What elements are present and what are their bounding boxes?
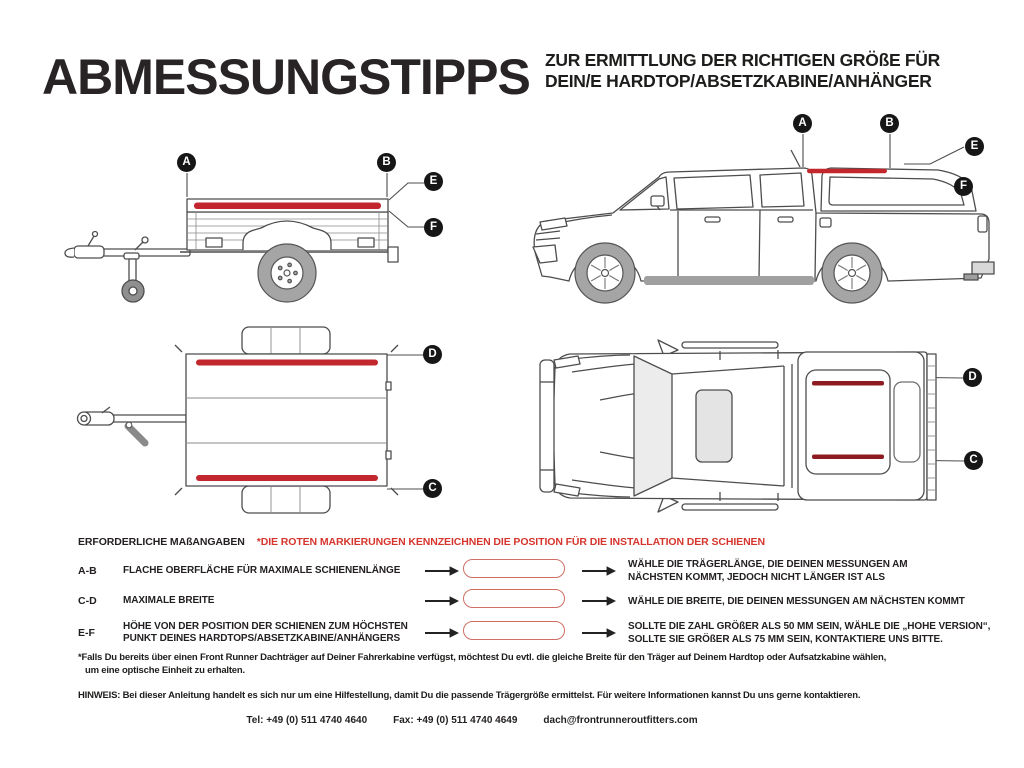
pill-box xyxy=(463,559,582,583)
arrow-box xyxy=(582,595,620,607)
arrow-right-icon xyxy=(582,565,616,577)
arrow-box xyxy=(425,565,463,577)
subtitle-line-1: ZUR ERMITTLUNG DER RICHTIGEN GRÖßE FÜR xyxy=(545,50,940,70)
measurement-key: C-D xyxy=(78,595,97,607)
trailer-side-view-diagram xyxy=(40,122,480,322)
truck-side-view-diagram xyxy=(520,110,1000,320)
arrow-box xyxy=(425,595,463,607)
marker-b-truck-side: B xyxy=(880,114,899,133)
pill-box xyxy=(463,621,582,645)
marker-f-truck-side: F xyxy=(954,177,973,196)
measurement-row-ef xyxy=(78,616,990,650)
measurement-result: SOLLTE DIE ZAHL GRÖßER ALS 50 MM SEIN, WÄHLE DIE „HOHE VERSION“, SOLLTE SIE GRÖßER ALS 75 MM SEIN, KONTAKTIERE UNS BITTE. xyxy=(628,621,991,645)
marker-f-trailer-side: F xyxy=(424,218,443,237)
measurement-description: HÖHE VON DER POSITION DER SCHIENEN ZUM HÖCHSTEN PUNKT DEINES HARDTOPS/ABSETZKABINE/ANHÄNGERS xyxy=(123,621,408,644)
truck-top-drawing xyxy=(530,330,1000,530)
measurements-heading: ERFORDERLICHE MAßANGABEN xyxy=(78,536,245,548)
measurement-row-ab xyxy=(78,556,908,586)
marker-c-truck-top: C xyxy=(964,451,983,470)
rail-marking-stripe-top xyxy=(812,381,884,386)
marker-e-truck-side: E xyxy=(965,137,984,156)
trailer-top-view-diagram xyxy=(40,325,480,535)
truck-side-drawing xyxy=(520,110,1000,320)
page-title: ABMESSUNGSTIPPS xyxy=(42,49,530,105)
marker-c-trailer-top: C xyxy=(423,479,442,498)
rail-marking-stripe-bottom xyxy=(196,475,378,481)
arrow-box xyxy=(582,627,620,639)
trailer-body xyxy=(65,199,398,302)
measurement-result: WÄHLE DIE TRÄGERLÄNGE, DIE DEINEN MESSUNGEN AM NÄCHSTEN KOMMT, JEDOCH NICHT LÄNGER IST ALS xyxy=(628,559,908,583)
crank-knob xyxy=(126,422,132,428)
contact-tel: Tel: +49 (0) 511 4740 4640 xyxy=(246,715,368,726)
arrow-right-icon xyxy=(582,595,616,607)
measurements-heading-row xyxy=(78,536,765,548)
trailer-top-drawing xyxy=(40,325,480,535)
measurement-input-ab[interactable] xyxy=(463,559,565,578)
marker-b-trailer-side: B xyxy=(377,153,396,172)
hint-note: HINWEIS: Bei dieser Anleitung handelt es sich nur um eine Hilfestellung, damit Du die passende Trägergröße ermittelst. Für weitere Informationen kannst Du uns gerne kontaktieren. xyxy=(78,690,861,701)
footnote-line-1: *Falls Du bereits über einen Front Runner Dachträger auf Deiner Fahrerkabine verfügst, möchtest Du evtl. die gleiche Breite für den Träger auf Deinem Hardtop oder Aufsatzkabine wählen, xyxy=(78,652,887,663)
red-markings-note: *DIE ROTEN MARKIERUNGEN KENNZEICHNEN DIE POSITION FÜR DIE INSTALLATION DER SCHIENEN xyxy=(256,536,765,548)
measurement-key: A-B xyxy=(78,565,97,577)
contact-email: dach@frontrunneroutfitters.com xyxy=(543,715,698,726)
arrow-right-icon xyxy=(425,627,459,639)
contact-fax: Fax: +49 (0) 511 4740 4649 xyxy=(393,715,518,726)
rail-marking-stripe xyxy=(807,169,887,173)
arrow-box xyxy=(582,565,620,577)
subtitle-line-2: DEIN/E HARDTOP/ABSETZKABINE/ANHÄNGER xyxy=(545,70,932,91)
marker-e-trailer-side: E xyxy=(424,172,443,191)
pill-box xyxy=(463,589,582,613)
page-subtitle xyxy=(545,50,940,91)
trailer-wheel xyxy=(258,244,316,302)
measurement-result: WÄHLE DIE BREITE, DIE DEINEN MESSUNGEN AM NÄCHSTEN KOMMT xyxy=(628,595,965,607)
measurement-description: MAXIMALE BREITE xyxy=(123,595,215,606)
marker-a-truck-side: A xyxy=(793,114,812,133)
footnote-line-2: um eine optische Einheit zu erhalten. xyxy=(85,664,245,676)
rail-marking-stripe-top xyxy=(196,360,378,366)
truck-rear-wheel xyxy=(822,243,882,303)
marker-connector-lines xyxy=(387,355,423,489)
truck-top-view-diagram xyxy=(530,330,1000,530)
trailer-top-body xyxy=(78,327,399,513)
measurement-key: E-F xyxy=(78,627,95,639)
rail-marking-stripe-bottom xyxy=(812,455,884,460)
arrow-box xyxy=(425,627,463,639)
marker-d-trailer-top: D xyxy=(423,345,442,364)
arrow-right-icon xyxy=(582,627,616,639)
measurement-input-ef[interactable] xyxy=(463,621,565,640)
rail-marking-stripe xyxy=(194,203,381,210)
trailer-side-drawing xyxy=(40,122,480,322)
measurement-row-cd xyxy=(78,586,965,616)
arrow-right-icon xyxy=(425,595,459,607)
measurement-input-cd[interactable] xyxy=(463,589,565,608)
marker-a-trailer-side: A xyxy=(177,153,196,172)
marker-d-truck-top: D xyxy=(963,368,982,387)
running-board xyxy=(644,276,814,285)
truck-front-wheel xyxy=(575,243,635,303)
truck-top-body xyxy=(540,340,936,512)
jockey-wheel-crank xyxy=(128,426,145,443)
arrow-right-icon xyxy=(425,565,459,577)
footnote xyxy=(78,652,886,677)
measurement-description: FLACHE OBERFLÄCHE FÜR MAXIMALE SCHIENENLÄNGE xyxy=(123,565,401,576)
contact-row xyxy=(0,715,984,726)
